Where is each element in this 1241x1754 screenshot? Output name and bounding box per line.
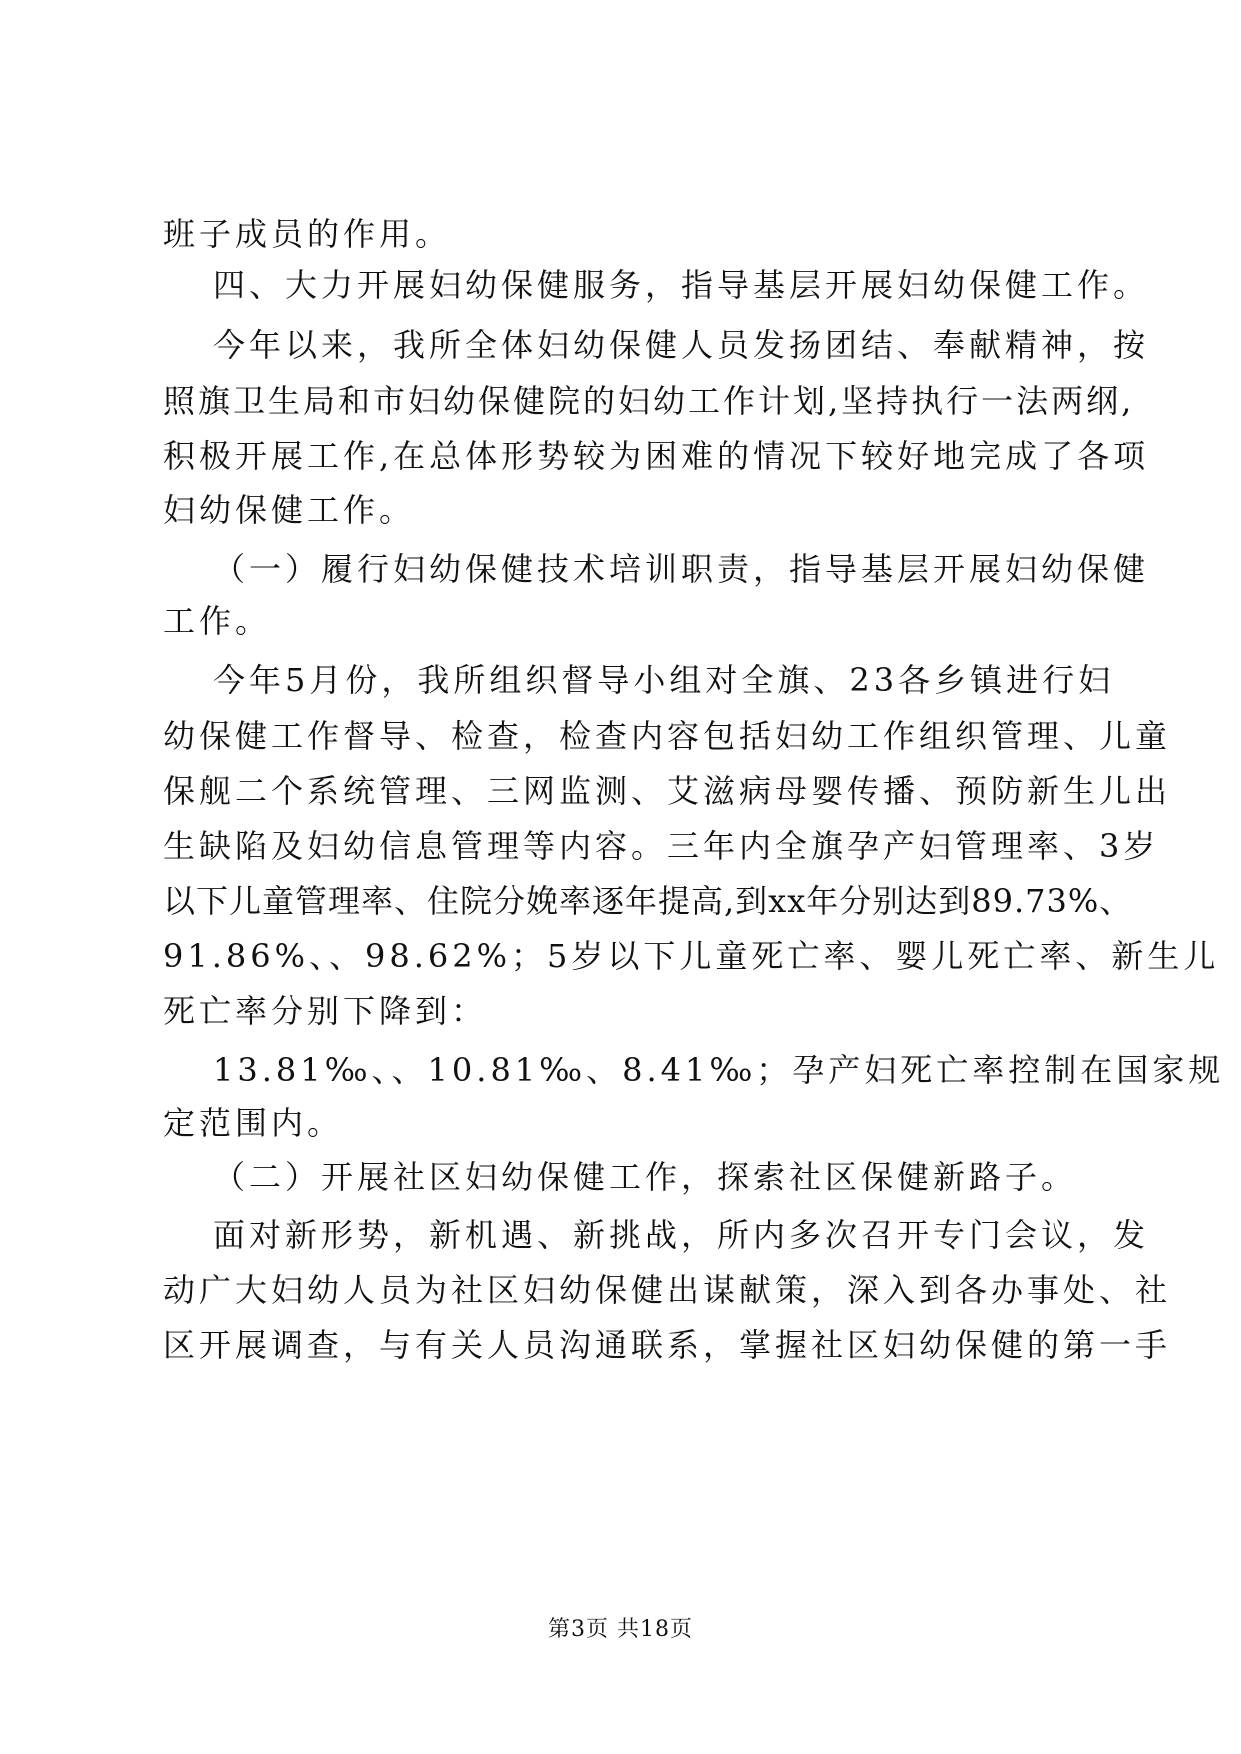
body-line: 班子成员的作用。	[163, 215, 452, 253]
body-line: 积极开展工作,在总体形势较为困难的情况下较好地完成了各项	[163, 437, 1150, 475]
body-line: 动广大妇幼人员为社区妇幼保健出谋献策，深入到各办事处、社	[163, 1271, 1172, 1309]
body-line: 妇幼保健工作。	[163, 491, 416, 529]
body-line: 以下儿童管理率、住院分娩率逐年提高,到xx年分别达到89.73%、	[163, 882, 1133, 920]
body-line: 定范围内。	[163, 1104, 344, 1142]
body-line: 91.86%、、98.62%；5岁以下儿童死亡率、婴儿死亡率、新生儿	[163, 937, 1220, 975]
body-line: 死亡率分别下降到：	[163, 992, 488, 1030]
subsection-heading: （二）开展社区妇幼保健工作，探索社区保健新路子。	[213, 1158, 1078, 1196]
body-line: 照旗卫生局和市妇幼保健院的妇幼工作计划,坚持执行一法两纲,	[163, 382, 1135, 420]
subsection-heading: （一）履行妇幼保健技术培训职责，指导基层开展妇幼保健	[213, 550, 1150, 588]
page-number-footer: 第3页 共18页	[548, 1617, 693, 1642]
body-line: 今年以来，我所全体妇幼保健人员发扬团结、奉献精神，按	[213, 326, 1150, 364]
body-line: 13.81‰、、10.81‰、8.41‰；孕产妇死亡率控制在国家规	[213, 1051, 1225, 1089]
section-heading: 四、大力开展妇幼保健服务，指导基层开展妇幼保健工作。	[213, 266, 1150, 304]
body-line: 生缺陷及妇幼信息管理等内容。三年内全旗孕产妇管理率、3岁	[163, 827, 1160, 865]
body-line: 工作。	[163, 602, 272, 640]
body-line: 区开展调查，与有关人员沟通联系，掌握社区妇幼保健的第一手	[163, 1326, 1172, 1364]
body-line: 保舰二个系统管理、三网监测、艾滋病母婴传播、预防新生儿出	[163, 772, 1172, 810]
body-line: 幼保健工作督导、检查，检查内容包括妇幼工作组织管理、儿童	[163, 717, 1172, 755]
body-line: 面对新形势，新机遇、新挑战，所内多次召开专门会议，发	[213, 1216, 1150, 1254]
body-line: 今年5月份，我所组织督导小组对全旗、23各乡镇进行妇	[213, 661, 1115, 699]
